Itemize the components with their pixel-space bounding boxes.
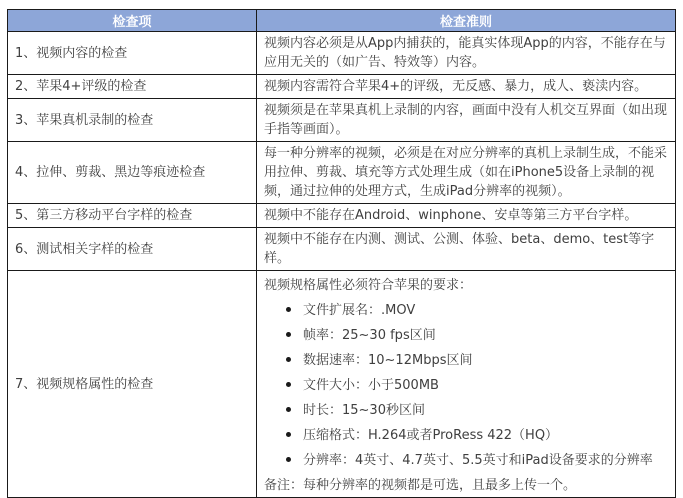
bullet-dot-icon [286, 407, 291, 412]
criteria-cell: 视频内容必须是从App内捕获的，能真实体现App的内容，不能存在与应用无关的（如广告、特效等）内容。 [257, 32, 676, 75]
item-cell: 4、拉伸、剪裁、黑边等痕迹检查 [8, 142, 257, 204]
criteria-cell: 视频须是在苹果真机上录制的内容，画面中没有人机交互界面（如出现手指等画面）。 [257, 99, 676, 142]
spec-list-item [286, 451, 668, 470]
criteria-cell: 视频中不能存在Android、winphone、安卓等第三方平台字样。 [257, 204, 676, 228]
check-rules-table [7, 9, 676, 498]
bullet-dot-icon [286, 432, 291, 437]
spec-list-item-text: 分辨率：4英寸、4.7英寸、5.5英寸和iPad设备要求的分辨率 [303, 453, 653, 468]
bullet-dot-icon [286, 307, 291, 312]
spec-list-item-text: 帧率：25~30 fps区间 [303, 328, 436, 343]
item-cell: 1、视频内容的检查 [8, 32, 257, 75]
criteria-cell [257, 271, 676, 498]
criteria-cell: 每一种分辨率的视频，必须是在对应分辨率的真机上录制生成，不能采用拉伸、剪裁、填充等方式处理生成（如在iPhone5设备上录制的视频，通过拉伸的处理方式，生成iPad分辨率的视频）。 [257, 142, 676, 204]
bullet-dot-icon [286, 357, 291, 362]
spec-list-item [286, 351, 668, 370]
spec-list [264, 301, 668, 470]
spec-list-item [286, 326, 668, 345]
spec-list-item [286, 301, 668, 320]
spec-list-item [286, 376, 668, 395]
item-cell: 3、苹果真机录制的检查 [8, 99, 257, 142]
item-cell: 2、苹果4+评级的检查 [8, 75, 257, 99]
table-row [8, 271, 676, 498]
item-cell: 5、第三方移动平台字样的检查 [8, 204, 257, 228]
table-row [8, 99, 676, 142]
header-cell-check-item: 检查项 [8, 10, 257, 32]
bullet-dot-icon [286, 332, 291, 337]
item-cell: 7、视频规格属性的检查 [8, 271, 257, 498]
bullet-dot-icon [286, 457, 291, 462]
criteria-cell: 视频中不能存在内测、测试、公测、体验、beta、demo、test等字样。 [257, 228, 676, 271]
header-cell-check-criteria: 检查准则 [257, 10, 676, 32]
table-row [8, 142, 676, 204]
spec-list-item-text: 文件大小：小于500MB [303, 378, 439, 393]
table-row [8, 204, 676, 228]
bullet-dot-icon [286, 382, 291, 387]
spec-list-item-text: 数据速率：10~12Mbps区间 [303, 353, 473, 368]
table-row [8, 228, 676, 271]
spec-note-text: 备注：每种分辨率的视频都是可选，且最多上传一个。 [264, 478, 577, 493]
spec-list-item-text: 文件扩展名：.MOV [303, 303, 416, 318]
spec-list-item-text: 时长：15~30秒区间 [303, 403, 425, 418]
table-row [8, 32, 676, 75]
spec-list-item [286, 426, 668, 445]
table-row [8, 75, 676, 99]
spec-list-item [286, 401, 668, 420]
item-cell: 6、测试相关字样的检查 [8, 228, 257, 271]
criteria-cell: 视频内容需符合苹果4+的评级，无反感、暴力，成人、亵渎内容。 [257, 75, 676, 99]
header-row [8, 10, 676, 32]
spec-intro-text: 视频规格属性必须符合苹果的要求： [264, 278, 473, 293]
spec-list-item-text: 压缩格式：H.264或者ProRess 422（HQ） [303, 428, 559, 443]
